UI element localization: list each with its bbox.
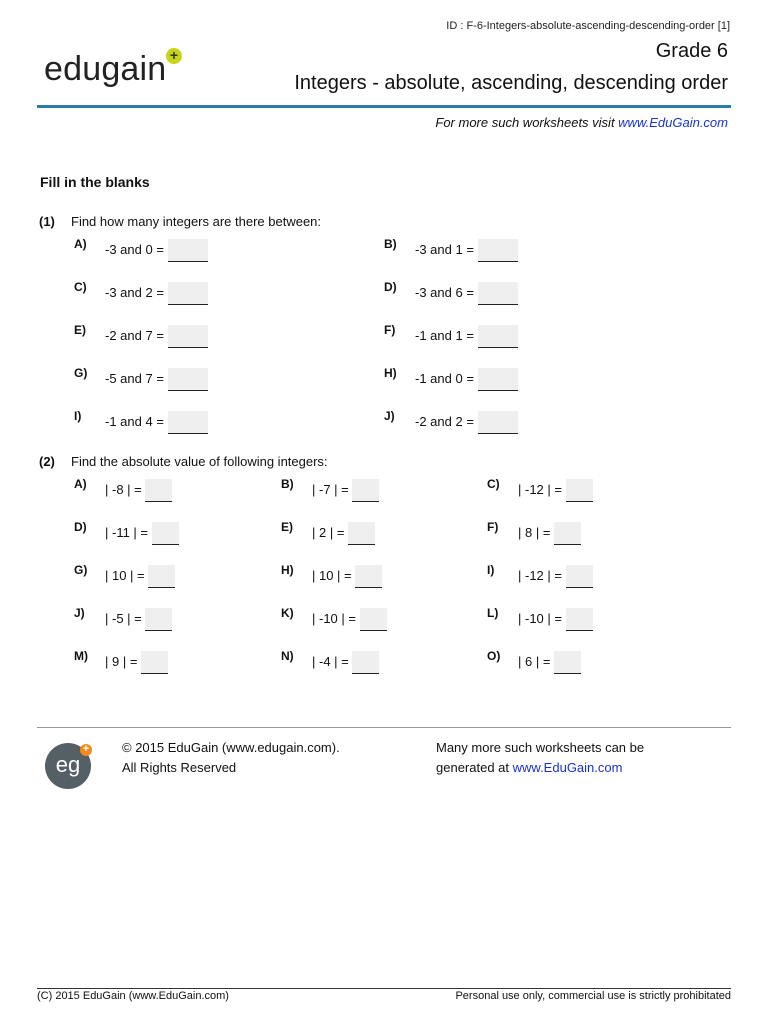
q2-option-row: [105, 565, 175, 588]
answer-blank[interactable]: [566, 565, 593, 588]
answer-blank[interactable]: [478, 239, 518, 262]
q2-expression: | -12 | =: [518, 567, 562, 583]
q2-expression: | -10 | =: [312, 610, 356, 626]
q2-option-row: [312, 522, 375, 545]
q2-option-row: [518, 565, 593, 588]
q2-option-label: J): [74, 606, 85, 620]
answer-blank[interactable]: [168, 282, 208, 305]
header-divider: [37, 105, 731, 108]
q1-option-label: B): [384, 237, 397, 251]
q2-option-row: [518, 608, 593, 631]
q1-expression: -2 and 2 =: [415, 413, 474, 429]
bottom-usage-notice: Personal use only, commercial use is strictly prohibitated: [455, 990, 731, 1002]
q1-expression: -3 and 0 =: [105, 241, 164, 257]
q2-option-row: [518, 651, 581, 674]
answer-blank[interactable]: [360, 608, 387, 631]
q1-option-label: J): [384, 409, 395, 423]
question-2-text: Find the absolute value of following integers:: [71, 454, 328, 469]
answer-blank[interactable]: [145, 608, 172, 631]
q2-option-label: I): [487, 563, 495, 577]
q1-expression: -3 and 2 =: [105, 284, 164, 300]
q2-option-row: [312, 479, 379, 502]
q1-option-row: [415, 368, 518, 391]
footer-more-line2: [436, 758, 644, 778]
q2-option-label: A): [74, 477, 87, 491]
q2-option-label: D): [74, 520, 87, 534]
eg-logo-plus-icon: +: [80, 744, 92, 756]
q1-expression: -3 and 1 =: [415, 241, 474, 257]
question-2-number: (2): [39, 454, 55, 469]
answer-blank[interactable]: [566, 608, 593, 631]
q2-option-row: [105, 608, 172, 631]
section-title: Fill in the blanks: [40, 174, 150, 190]
worksheet-title: Integers - absolute, ascending, descending order: [294, 72, 728, 94]
bottom-divider: [37, 988, 731, 989]
q2-expression: | -12 | =: [518, 481, 562, 497]
q2-option-label: K): [281, 606, 294, 620]
q2-option-label: N): [281, 649, 294, 663]
q2-option-label: M): [74, 649, 88, 663]
answer-blank[interactable]: [478, 282, 518, 305]
question-1-text: Find how many integers are there between:: [71, 214, 322, 229]
q1-option-row: [105, 368, 208, 391]
answer-blank[interactable]: [352, 651, 379, 674]
q2-expression: | -10 | =: [518, 610, 562, 626]
q2-option-row: [518, 522, 581, 545]
answer-blank[interactable]: [478, 325, 518, 348]
q2-option-label: F): [487, 520, 499, 534]
answer-blank[interactable]: [152, 522, 179, 545]
q2-expression: | 6 | =: [518, 653, 551, 669]
q2-option-label: B): [281, 477, 294, 491]
footer-copyright: [122, 738, 340, 778]
q2-option-label: G): [74, 563, 88, 577]
q1-option-row: [105, 325, 208, 348]
q2-expression: | 8 | =: [518, 524, 551, 540]
answer-blank[interactable]: [352, 479, 379, 502]
q1-expression: -5 and 7 =: [105, 370, 164, 386]
q2-expression: | 2 | =: [312, 524, 345, 540]
footer-divider: [37, 727, 731, 728]
q1-option-row: [105, 282, 208, 305]
q1-option-row: [415, 282, 518, 305]
q2-option-label: O): [487, 649, 501, 663]
q2-option-label: H): [281, 563, 294, 577]
q2-option-row: [312, 651, 379, 674]
q1-option-label: A): [74, 237, 87, 251]
q2-expression: | 10 | =: [105, 567, 145, 583]
answer-blank[interactable]: [168, 325, 208, 348]
answer-blank[interactable]: [148, 565, 175, 588]
q1-expression: -1 and 1 =: [415, 327, 474, 343]
q2-option-label: L): [487, 606, 499, 620]
q1-expression: -1 and 0 =: [415, 370, 474, 386]
q2-expression: | -7 | =: [312, 481, 349, 497]
q1-option-row: [105, 239, 208, 262]
q1-option-row: [415, 239, 518, 262]
answer-blank[interactable]: [478, 368, 518, 391]
answer-blank[interactable]: [554, 651, 581, 674]
footer-copyright-line2: All Rights Reserved: [122, 760, 237, 775]
more-worksheets-text: For more such worksheets visit: [435, 115, 619, 130]
document-id: ID : F-6-Integers-absolute-ascending-descending-order [1]: [446, 20, 730, 32]
q2-expression: | 9 | =: [105, 653, 138, 669]
q1-expression: -2 and 7 =: [105, 327, 164, 343]
grade-label: Grade 6: [655, 40, 728, 62]
q2-option-row: [105, 651, 168, 674]
q1-option-row: [415, 325, 518, 348]
q2-option-row: [518, 479, 593, 502]
answer-blank[interactable]: [478, 411, 518, 434]
more-worksheets-line: [435, 115, 728, 130]
eg-logo: eg: [45, 743, 91, 789]
q2-option-row: [312, 565, 382, 588]
answer-blank[interactable]: [168, 368, 208, 391]
answer-blank[interactable]: [355, 565, 382, 588]
footer-copyright-line1: © 2015 EduGain (www.edugain.com).: [122, 740, 340, 755]
q1-option-label: H): [384, 366, 397, 380]
q2-option-row: [312, 608, 387, 631]
q1-option-label: G): [74, 366, 88, 380]
q1-expression: -1 and 4 =: [105, 413, 164, 429]
answer-blank[interactable]: [566, 479, 593, 502]
answer-blank[interactable]: [145, 479, 172, 502]
edugain-logo: edugain: [44, 50, 167, 88]
q2-expression: | 10 | =: [312, 567, 352, 583]
footer-more-line1: Many more such worksheets can be: [436, 740, 645, 755]
q1-option-row: [105, 411, 208, 434]
q2-option-row: [105, 522, 179, 545]
q2-expression: | -8 | =: [105, 481, 142, 497]
q2-option-label: E): [281, 520, 293, 534]
footer-edugain-link[interactable]: www.EduGain.com: [512, 760, 623, 775]
answer-blank[interactable]: [348, 522, 375, 545]
q1-option-label: I): [74, 409, 82, 423]
q2-expression: | -5 | =: [105, 610, 142, 626]
q1-expression: -3 and 6 =: [415, 284, 474, 300]
question-1-number: (1): [39, 214, 55, 229]
q2-expression: | -11 | =: [105, 524, 149, 540]
q1-option-label: D): [384, 280, 397, 294]
more-worksheets-link[interactable]: www.EduGain.com: [618, 115, 728, 130]
footer-more-prefix: generated at: [436, 760, 513, 775]
q2-option-label: C): [487, 477, 500, 491]
answer-blank[interactable]: [168, 239, 208, 262]
logo-plus-icon: +: [166, 48, 182, 64]
footer-more-worksheets: [436, 738, 644, 778]
q1-option-label: E): [74, 323, 86, 337]
bottom-copyright: (C) 2015 EduGain (www.EduGain.com): [37, 990, 229, 1002]
answer-blank[interactable]: [168, 411, 208, 434]
q1-option-row: [415, 411, 518, 434]
q2-option-row: [105, 479, 172, 502]
q1-option-label: F): [384, 323, 396, 337]
q1-option-label: C): [74, 280, 87, 294]
answer-blank[interactable]: [141, 651, 168, 674]
q2-expression: | -4 | =: [312, 653, 349, 669]
answer-blank[interactable]: [554, 522, 581, 545]
